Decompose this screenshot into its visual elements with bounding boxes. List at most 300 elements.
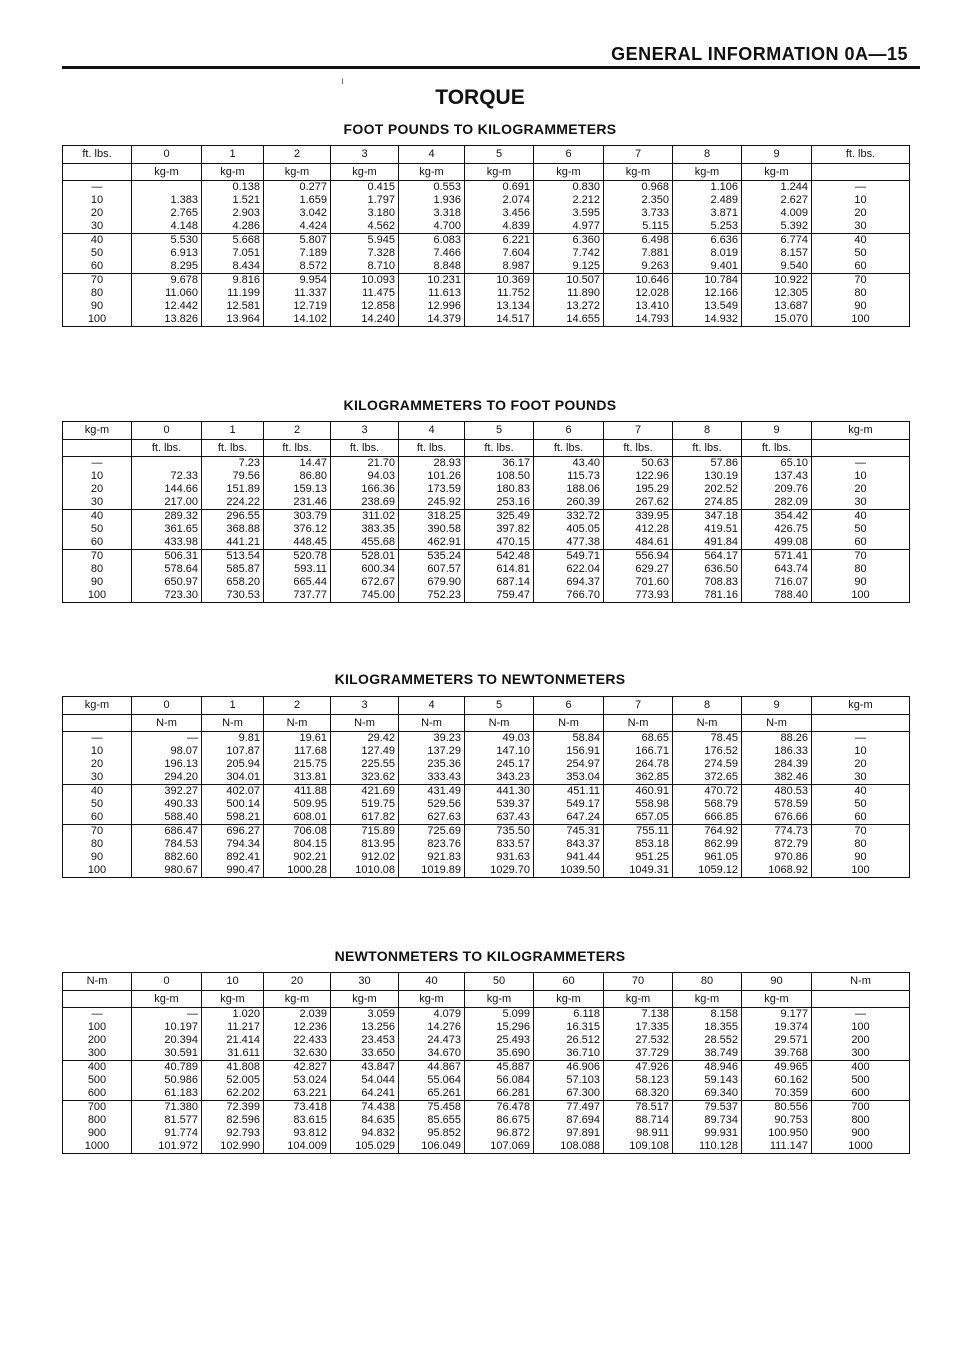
table-cell: 88.714 <box>604 1114 673 1127</box>
table-cell: 7.328 <box>331 247 399 260</box>
row-label: 60 <box>63 811 132 825</box>
column-header: 5 <box>465 146 534 164</box>
table-cell: 745.00 <box>331 589 399 603</box>
table-cell: 144.66 <box>132 483 202 496</box>
row-label: 30 <box>812 496 910 510</box>
table-cell: 1.383 <box>132 194 202 207</box>
table-cell: 254.97 <box>534 758 604 771</box>
table-cell: 980.67 <box>132 864 202 878</box>
table-cell: 33.650 <box>331 1047 399 1061</box>
table-cell: 0.553 <box>399 181 465 195</box>
table-cell: 513.54 <box>202 550 264 564</box>
row-label: 100 <box>812 313 910 327</box>
row-label: — <box>812 1008 910 1022</box>
row-label: 500 <box>812 1074 910 1087</box>
table-cell: 759.47 <box>465 589 534 603</box>
row-label: 90 <box>812 851 910 864</box>
column-header: 1 <box>202 422 264 440</box>
table-cell: 10.197 <box>132 1021 202 1034</box>
table-row <box>63 758 910 771</box>
unit-label: ft. lbs. <box>264 440 331 457</box>
table-cell: 267.62 <box>604 496 673 510</box>
row-label: 20 <box>63 207 132 220</box>
table-cell: 127.49 <box>331 745 399 758</box>
table-cell: 6.118 <box>534 1008 604 1022</box>
table-cell: 1049.31 <box>604 864 673 878</box>
page-title: TORQUE <box>435 86 525 109</box>
table-cell: 151.89 <box>202 483 264 496</box>
table-cell: 629.27 <box>604 563 673 576</box>
row-label: 40 <box>812 510 910 524</box>
table-cell: 186.33 <box>742 745 812 758</box>
table-cell: 37.729 <box>604 1047 673 1061</box>
column-header: 0 <box>132 146 202 164</box>
row-label: 70 <box>63 550 132 564</box>
row-label: 20 <box>812 483 910 496</box>
table-cell: 13.272 <box>534 300 604 313</box>
table-cell: 12.996 <box>399 300 465 313</box>
column-header: 7 <box>604 697 673 715</box>
table-cell: 9.177 <box>742 1008 812 1022</box>
row-label: 100 <box>812 864 910 878</box>
row-label: — <box>812 181 910 195</box>
row-label: 1000 <box>63 1140 132 1154</box>
table-cell: 47.926 <box>604 1061 673 1075</box>
table-row <box>63 589 910 603</box>
column-header: 7 <box>604 422 673 440</box>
table-cell: 58.123 <box>604 1074 673 1087</box>
table-cell: 608.01 <box>264 811 331 825</box>
table-cell: 4.009 <box>742 207 812 220</box>
table-cell: 166.71 <box>604 745 673 758</box>
table-cell: 549.17 <box>534 798 604 811</box>
table-cell: 7.138 <box>604 1008 673 1022</box>
table-cell: 53.024 <box>264 1074 331 1087</box>
table-cell: 260.39 <box>534 496 604 510</box>
unit-label: ft. lbs. <box>604 440 673 457</box>
table-row <box>63 838 910 851</box>
row-label: 500 <box>63 1074 132 1087</box>
unit-blank <box>63 164 132 181</box>
table-cell: 368.88 <box>202 523 264 536</box>
table-cell: 2.489 <box>673 194 742 207</box>
row-label: 40 <box>812 785 910 799</box>
unit-label: kg-m <box>534 164 604 181</box>
row-label: — <box>812 457 910 471</box>
table-cell: 87.694 <box>534 1114 604 1127</box>
table-kgm-to-ftlb <box>62 421 910 603</box>
table-cell: 1029.70 <box>465 864 534 878</box>
table-cell: 238.69 <box>331 496 399 510</box>
unit-label: N-m <box>264 715 331 732</box>
table-cell: 9.401 <box>673 260 742 274</box>
unit-row <box>63 991 910 1008</box>
table-cell: 788.40 <box>742 589 812 603</box>
table-row <box>63 1114 910 1127</box>
table-cell: 75.458 <box>399 1101 465 1115</box>
table-cell: 215.75 <box>264 758 331 771</box>
unit-label: kg-m <box>264 164 331 181</box>
row-label: 50 <box>812 523 910 536</box>
unit-label: ft. lbs. <box>399 440 465 457</box>
row-label: 20 <box>63 483 132 496</box>
row-label: 40 <box>63 510 132 524</box>
table-cell: 912.02 <box>331 851 399 864</box>
table-cell: 752.23 <box>399 589 465 603</box>
table-cell: 716.07 <box>742 576 812 589</box>
row-label: 300 <box>63 1047 132 1061</box>
unit-row <box>63 715 910 732</box>
row-label: 60 <box>63 260 132 274</box>
table-cell: 607.57 <box>399 563 465 576</box>
table-row <box>63 496 910 510</box>
stray-mark: ı <box>341 76 344 87</box>
table-cell: 627.63 <box>399 811 465 825</box>
table-cell: 1039.50 <box>534 864 604 878</box>
table-cell: 650.97 <box>132 576 202 589</box>
table-cell: 1.106 <box>673 181 742 195</box>
table-cell: 441.30 <box>465 785 534 799</box>
corner-label: kg-m <box>63 697 132 715</box>
table-cell: 519.75 <box>331 798 399 811</box>
table-row <box>63 1087 910 1101</box>
table-cell: 14.932 <box>673 313 742 327</box>
table-cell: 347.18 <box>673 510 742 524</box>
table-cell: 57.103 <box>534 1074 604 1087</box>
table-cell: 8.295 <box>132 260 202 274</box>
table-cell: 706.08 <box>264 825 331 839</box>
table-cell: 26.512 <box>534 1034 604 1047</box>
table-cell: 333.43 <box>399 771 465 785</box>
row-label: 50 <box>63 523 132 536</box>
table-title-kgm-ftlb: KILOGRAMMETERS TO FOOT POUNDS <box>343 397 617 413</box>
table-cell: 39.23 <box>399 732 465 746</box>
table-cell: 412.28 <box>604 523 673 536</box>
row-label: 70 <box>63 274 132 288</box>
table-cell: 18.355 <box>673 1021 742 1034</box>
unit-blank <box>812 715 910 732</box>
table-cell: 5.392 <box>742 220 812 234</box>
table-cell: 4.562 <box>331 220 399 234</box>
table-row <box>63 732 910 746</box>
table-cell: 13.134 <box>465 300 534 313</box>
table-cell: 78.517 <box>604 1101 673 1115</box>
row-label: 80 <box>63 287 132 300</box>
table-cell: 872.79 <box>742 838 812 851</box>
table-cell: 303.79 <box>264 510 331 524</box>
table-cell: 657.05 <box>604 811 673 825</box>
table-cell: 81.577 <box>132 1114 202 1127</box>
table-row <box>63 811 910 825</box>
table-row <box>63 247 910 260</box>
row-label: 800 <box>63 1114 132 1127</box>
table-cell: 755.11 <box>604 825 673 839</box>
table-cell: 477.38 <box>534 536 604 550</box>
column-header: 4 <box>399 146 465 164</box>
table-cell: 3.042 <box>264 207 331 220</box>
table-row <box>63 194 910 207</box>
row-label: 40 <box>812 234 910 248</box>
unit-row <box>63 164 910 181</box>
unit-label: N-m <box>465 715 534 732</box>
table-row <box>63 825 910 839</box>
table-cell: 491.84 <box>673 536 742 550</box>
table-cell <box>132 181 202 195</box>
unit-label: ft. lbs. <box>534 440 604 457</box>
table-cell: 11.060 <box>132 287 202 300</box>
unit-row <box>63 440 910 457</box>
table-cell: 94.03 <box>331 470 399 483</box>
row-label: — <box>63 181 132 195</box>
table-cell: 6.360 <box>534 234 604 248</box>
column-header: 0 <box>132 422 202 440</box>
table-cell: 44.867 <box>399 1061 465 1075</box>
table-cell: 0.138 <box>202 181 264 195</box>
table-cell: 289.32 <box>132 510 202 524</box>
table-cell: 117.68 <box>264 745 331 758</box>
table-cell: 773.93 <box>604 589 673 603</box>
table-cell: 274.59 <box>673 758 742 771</box>
table-cell: 13.964 <box>202 313 264 327</box>
table-cell: 528.01 <box>331 550 399 564</box>
table-row <box>63 300 910 313</box>
unit-label: N-m <box>132 715 202 732</box>
unit-label: kg-m <box>604 164 673 181</box>
table-cell: 696.27 <box>202 825 264 839</box>
table-kgm-to-nm <box>62 696 910 878</box>
table-cell: 62.202 <box>202 1087 264 1101</box>
column-header: 40 <box>399 973 465 991</box>
table-cell: 600.34 <box>331 563 399 576</box>
table-cell: 392.27 <box>132 785 202 799</box>
row-label: — <box>63 732 132 746</box>
table-cell: 137.43 <box>742 470 812 483</box>
corner-label: kg-m <box>812 697 910 715</box>
table-cell: 147.10 <box>465 745 534 758</box>
table-cell: 470.15 <box>465 536 534 550</box>
table-cell: 448.45 <box>264 536 331 550</box>
header-row <box>63 146 910 164</box>
row-label: 10 <box>812 745 910 758</box>
row-label: 70 <box>812 550 910 564</box>
table-cell: 431.49 <box>399 785 465 799</box>
row-label: 30 <box>812 220 910 234</box>
row-label: 30 <box>63 771 132 785</box>
unit-label: N-m <box>604 715 673 732</box>
column-header: 9 <box>742 422 812 440</box>
header-section-title: GENERAL INFORMATION <box>611 44 839 64</box>
table-cell: 455.68 <box>331 536 399 550</box>
table-cell: 11.613 <box>399 287 465 300</box>
table-cell: 15.070 <box>742 313 812 327</box>
table-cell: 0.277 <box>264 181 331 195</box>
unit-blank <box>63 715 132 732</box>
table-cell: 766.70 <box>534 589 604 603</box>
unit-label: ft. lbs. <box>673 440 742 457</box>
table-cell: 5.807 <box>264 234 331 248</box>
table-cell: 122.96 <box>604 470 673 483</box>
table-cell: 130.19 <box>673 470 742 483</box>
table-cell: 520.78 <box>264 550 331 564</box>
table-cell: 202.52 <box>673 483 742 496</box>
table-cell: 764.92 <box>673 825 742 839</box>
table-cell: 100.950 <box>742 1127 812 1140</box>
table-cell: 578.59 <box>742 798 812 811</box>
table-cell: 353.04 <box>534 771 604 785</box>
table-cell: 433.98 <box>132 536 202 550</box>
table-cell: 6.498 <box>604 234 673 248</box>
row-label: 50 <box>812 798 910 811</box>
table-cell: 9.125 <box>534 260 604 274</box>
table-cell: 3.059 <box>331 1008 399 1022</box>
table-cell: 5.253 <box>673 220 742 234</box>
corner-label: N-m <box>63 973 132 991</box>
table-cell: 36.710 <box>534 1047 604 1061</box>
table-cell: 3.180 <box>331 207 399 220</box>
table-cell: 71.380 <box>132 1101 202 1115</box>
table-cell: 4.700 <box>399 220 465 234</box>
table-cell: 253.16 <box>465 496 534 510</box>
table-cell: 643.74 <box>742 563 812 576</box>
table-cell: 12.719 <box>264 300 331 313</box>
table-cell: 83.615 <box>264 1114 331 1127</box>
table-cell: 282.09 <box>742 496 812 510</box>
table-cell: 7.742 <box>534 247 604 260</box>
table-cell: 585.87 <box>202 563 264 576</box>
table-cell: 12.442 <box>132 300 202 313</box>
table-row <box>63 287 910 300</box>
table-cell: 578.64 <box>132 563 202 576</box>
table-cell: 95.852 <box>399 1127 465 1140</box>
table-cell: 6.774 <box>742 234 812 248</box>
row-label: 60 <box>63 536 132 550</box>
table-cell: 64.241 <box>331 1087 399 1101</box>
column-header: 2 <box>264 697 331 715</box>
table-cell: 529.56 <box>399 798 465 811</box>
unit-blank <box>812 164 910 181</box>
table-cell: 46.906 <box>534 1061 604 1075</box>
table-cell: 97.891 <box>534 1127 604 1140</box>
table-cell: 93.812 <box>264 1127 331 1140</box>
table-cell: 614.81 <box>465 563 534 576</box>
row-label: 60 <box>812 811 910 825</box>
table-cell: 354.42 <box>742 510 812 524</box>
column-header: 3 <box>331 146 399 164</box>
table-cell: 382.46 <box>742 771 812 785</box>
table-cell: 6.083 <box>399 234 465 248</box>
column-header: 20 <box>264 973 331 991</box>
table-cell: 490.33 <box>132 798 202 811</box>
table-cell: 2.903 <box>202 207 264 220</box>
table-cell: 509.95 <box>264 798 331 811</box>
table-cell: 4.977 <box>534 220 604 234</box>
table-cell: 99.931 <box>673 1127 742 1140</box>
column-header: 6 <box>534 146 604 164</box>
table-cell: 78.45 <box>673 732 742 746</box>
column-header: 5 <box>465 422 534 440</box>
table-cell: 1.659 <box>264 194 331 207</box>
table-cell: 25.493 <box>465 1034 534 1047</box>
row-label: 60 <box>812 260 910 274</box>
table-cell: 12.166 <box>673 287 742 300</box>
table-cell: 672.67 <box>331 576 399 589</box>
row-label: 40 <box>63 234 132 248</box>
row-label: 10 <box>63 194 132 207</box>
unit-blank <box>812 440 910 457</box>
table-cell: 311.02 <box>331 510 399 524</box>
table-cell: 2.350 <box>604 194 673 207</box>
table-cell: 1000.28 <box>264 864 331 878</box>
column-header: 5 <box>465 697 534 715</box>
table-cell: 0.830 <box>534 181 604 195</box>
table-cell: 4.079 <box>399 1008 465 1022</box>
table-cell: 12.236 <box>264 1021 331 1034</box>
table-cell: 20.394 <box>132 1034 202 1047</box>
table-cell: 10.784 <box>673 274 742 288</box>
table-cell: 21.70 <box>331 457 399 471</box>
table-cell: 10.922 <box>742 274 812 288</box>
column-header: 3 <box>331 422 399 440</box>
table-cell: 90.753 <box>742 1114 812 1127</box>
table-cell: 2.765 <box>132 207 202 220</box>
table-cell: 506.31 <box>132 550 202 564</box>
row-label: 90 <box>63 851 132 864</box>
table-cell: 10.507 <box>534 274 604 288</box>
table-cell: 65.10 <box>742 457 812 471</box>
table-cell: 636.50 <box>673 563 742 576</box>
table-cell: 55.064 <box>399 1074 465 1087</box>
table-row <box>63 1021 910 1034</box>
table-cell: 571.41 <box>742 550 812 564</box>
table-row <box>63 510 910 524</box>
table-row <box>63 207 910 220</box>
table-cell: 8.434 <box>202 260 264 274</box>
table-cell: 105.029 <box>331 1140 399 1154</box>
column-header: 9 <box>742 146 812 164</box>
table-cell: 556.94 <box>604 550 673 564</box>
table-cell: 882.60 <box>132 851 202 864</box>
table-cell: 91.774 <box>132 1127 202 1140</box>
table-cell: 535.24 <box>399 550 465 564</box>
row-label: — <box>812 732 910 746</box>
corner-label: N-m <box>812 973 910 991</box>
table-cell: 23.453 <box>331 1034 399 1047</box>
table-cell: 14.240 <box>331 313 399 327</box>
table-cell: 325.49 <box>465 510 534 524</box>
table-cell: 441.21 <box>202 536 264 550</box>
table-cell: 7.466 <box>399 247 465 260</box>
unit-label: ft. lbs. <box>331 440 399 457</box>
unit-label: N-m <box>331 715 399 732</box>
column-header: 2 <box>264 422 331 440</box>
table-cell: 1010.08 <box>331 864 399 878</box>
column-header: 60 <box>534 973 604 991</box>
table-cell: 9.816 <box>202 274 264 288</box>
table-cell: 8.987 <box>465 260 534 274</box>
table-cell: — <box>132 1008 202 1022</box>
table-cell: 781.16 <box>673 589 742 603</box>
row-label: 800 <box>812 1114 910 1127</box>
table-cell: 665.44 <box>264 576 331 589</box>
unit-label: kg-m <box>399 164 465 181</box>
row-label: 90 <box>63 300 132 313</box>
table-cell: 3.871 <box>673 207 742 220</box>
table-cell: 225.55 <box>331 758 399 771</box>
unit-label: kg-m <box>202 164 264 181</box>
table-cell: 14.517 <box>465 313 534 327</box>
table-cell: 8.572 <box>264 260 331 274</box>
table-cell: 730.53 <box>202 589 264 603</box>
